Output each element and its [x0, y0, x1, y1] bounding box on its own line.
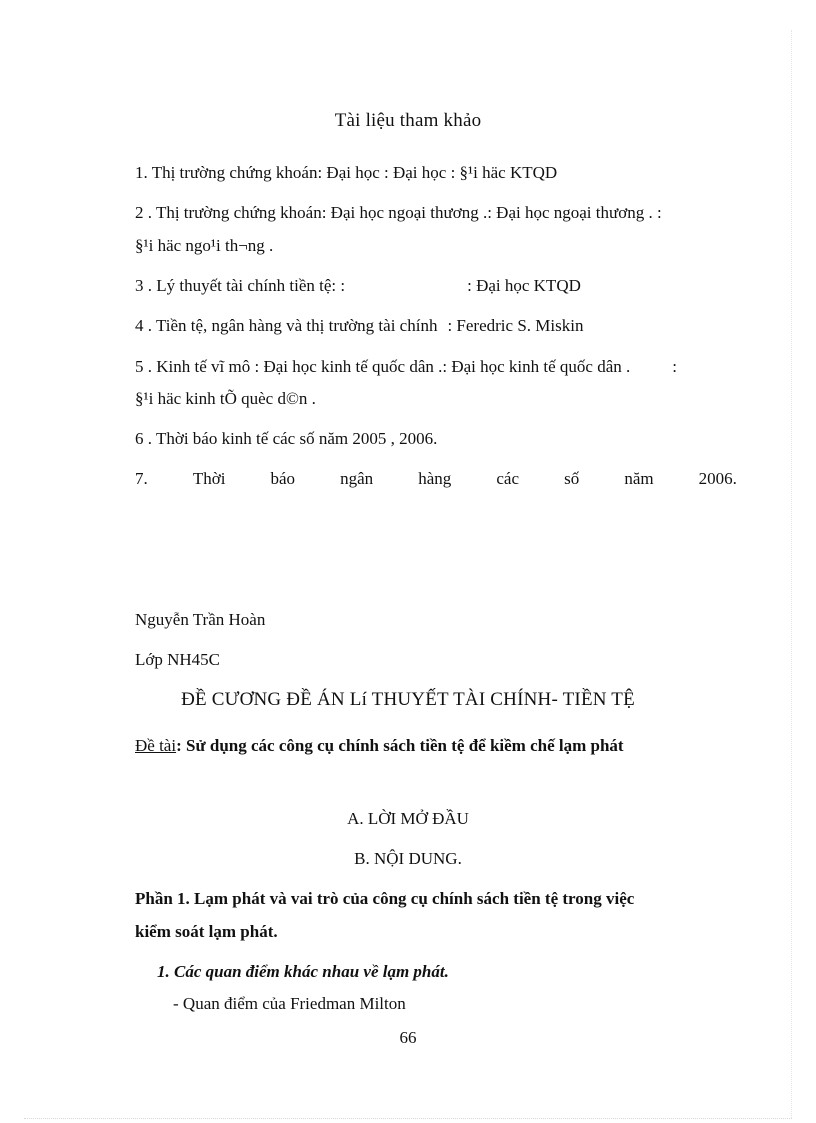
page-bottom-border	[24, 1118, 792, 1119]
topic-line	[135, 736, 624, 756]
references-title: Tài liệu tham khảo	[334, 110, 482, 131]
reference-item-2: 2 . Thị trường chứng khoán: Đại học ngoại thương .: Đại học ngoại thương . :	[135, 203, 662, 222]
page-right-border	[791, 30, 792, 1118]
reference-item-1: 1. Thị trường chứng khoán: Đại học : Đại học : §¹i häc KTQD	[135, 163, 558, 182]
reference-item-5: 5 . Kinh tế vĩ mô : Đại học kinh tế quốc dân .: Đại học kinh tế quốc dân . :	[135, 357, 677, 376]
reference-item-4: 4 . Tiền tệ, ngân hàng và thị trường tài chính : Feredric S. Miskin	[135, 316, 584, 335]
outline-title: ĐỀ CƯƠNG ĐỀ ÁN Lí THUYẾT TÀI CHÍNH- TIỀN TỆ	[181, 689, 635, 710]
part-1-heading-line-2: kiểm soát lạm phát.	[135, 922, 278, 941]
section-b-heading: B. NỘI DUNG.	[354, 849, 462, 868]
reference-item-3: 3 . Lý thuyết tài chính tiền tệ: : : Đại học KTQD	[135, 276, 581, 295]
topic-text: : Sử dụng các công cụ chính sách tiền tệ để kiềm chế lạm phát	[176, 736, 624, 755]
section-a-heading: A. LỜI MỞ ĐẦU	[347, 809, 469, 828]
reference-item-2-continued: §¹i häc ngo¹i th¬ng .	[135, 236, 274, 255]
reference-item-5-continued: §¹i häc kinh tÕ quèc d©n .	[135, 389, 316, 408]
reference-item-7: 7. Thời báo ngân hàng các số năm 2006.	[135, 469, 737, 488]
subsection-1-heading: 1. Các quan điểm khác nhau về lạm phát.	[157, 962, 449, 981]
reference-item-6: 6 . Thời báo kinh tế các số năm 2005 , 2006.	[135, 429, 438, 448]
bullet-friedman: - Quan điểm của Friedman Milton	[173, 994, 406, 1013]
page-number: 66	[399, 1028, 417, 1047]
topic-label: Đề tài	[135, 736, 177, 755]
class-label: Lớp NH45C	[135, 650, 221, 669]
part-1-heading-line-1: Phần 1. Lạm phát và vai trò của công cụ chính sách tiền tệ trong việc	[135, 889, 635, 908]
author-name: Nguyễn Trần Hoàn	[135, 610, 266, 629]
